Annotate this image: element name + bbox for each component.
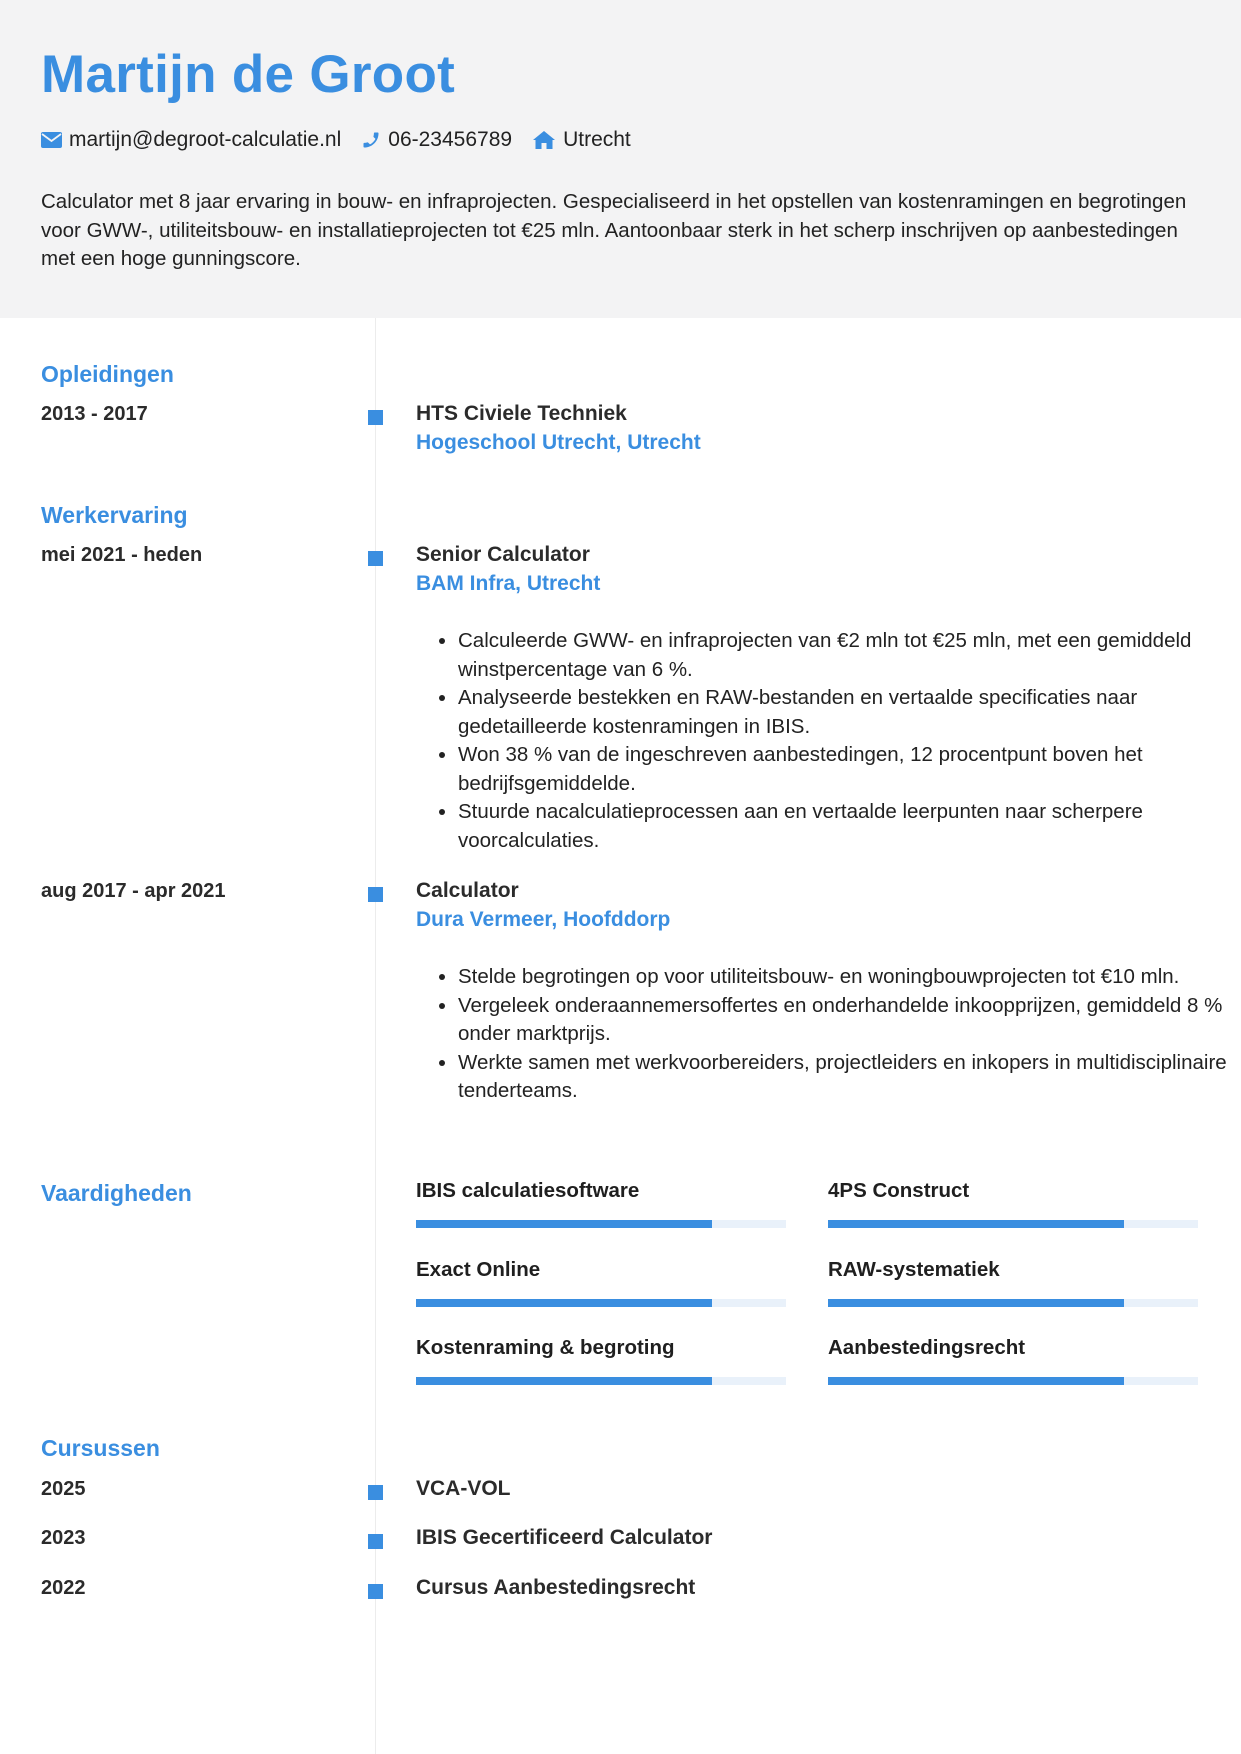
list-item: • Analyseerde bestekken en RAW-bestanden en vertaalde specificaties naar gedetailleerde kostenramingen in IBIS. bbox=[458, 684, 1241, 741]
course-title: Cursus Aanbestedingsrecht bbox=[416, 1576, 696, 1599]
skill-name: Aanbestedingsrecht bbox=[828, 1336, 1026, 1359]
list-item: • Calculeerde GWW- en infraprojecten van €2 mln tot €25 mln, met een gemiddeld winstpercentage van 6 %. bbox=[458, 627, 1241, 684]
skill-item bbox=[416, 1178, 786, 1228]
section-title-experience: Werkervaring bbox=[41, 502, 188, 528]
timeline-marker bbox=[368, 551, 383, 566]
section-title-courses: Cursussen bbox=[41, 1435, 160, 1461]
phone-text: 06-23456789 bbox=[388, 128, 513, 151]
skill-item bbox=[416, 1335, 786, 1385]
course-title: IBIS Gecertificeerd Calculator bbox=[416, 1526, 713, 1549]
envelope-icon bbox=[41, 132, 62, 148]
experience-bullets bbox=[416, 627, 1241, 855]
skill-level-fill bbox=[828, 1377, 1124, 1385]
skill-level-track bbox=[828, 1299, 1198, 1307]
list-item: • Stuurde nacalculatieprocessen aan en vertaalde leerpunten naar scherpere voorcalculaties. bbox=[458, 798, 1241, 855]
skill-level-track bbox=[416, 1377, 786, 1385]
header bbox=[0, 0, 1241, 318]
section-title-skills: Vaardigheden bbox=[41, 1180, 192, 1206]
email-text: martijn@degroot-calculatie.nl bbox=[69, 128, 342, 151]
skill-level-fill bbox=[416, 1377, 712, 1385]
skill-item bbox=[828, 1257, 1198, 1307]
experience-date: aug 2017 - apr 2021 bbox=[41, 880, 226, 902]
candidate-name: Martijn de Groot bbox=[41, 45, 456, 104]
education-title: HTS Civiele Techniek bbox=[416, 402, 627, 425]
contact-phone[interactable] bbox=[361, 128, 512, 152]
experience-bullets bbox=[416, 963, 1241, 1106]
skill-level-track bbox=[828, 1220, 1198, 1228]
experience-title: Calculator bbox=[416, 879, 519, 902]
list-item: • Won 38 % van de ingeschreven aanbestedingen, 12 procentpunt boven het bedrijfsgemiddelde. bbox=[458, 741, 1241, 798]
phone-icon bbox=[361, 130, 381, 150]
skill-level-track bbox=[828, 1377, 1198, 1385]
skill-level-track bbox=[416, 1220, 786, 1228]
list-item: • Vergeleek onderaannemersoffertes en onderhandelde inkoopprijzen, gemiddeld 8 % onder marktprijs. bbox=[458, 992, 1241, 1049]
contact-email[interactable] bbox=[41, 128, 341, 152]
course-date: 2022 bbox=[41, 1577, 86, 1599]
timeline-marker bbox=[368, 1485, 383, 1500]
skill-item bbox=[828, 1335, 1198, 1385]
list-item: • Werkte samen met werkvoorbereiders, projectleiders en inkopers in multidisciplinaire tenderteams. bbox=[458, 1049, 1241, 1106]
skill-name: IBIS calculatiesoftware bbox=[416, 1179, 640, 1202]
skill-item bbox=[416, 1257, 786, 1307]
course-date: 2025 bbox=[41, 1478, 86, 1500]
education-org: Hogeschool Utrecht, Utrecht bbox=[416, 431, 701, 454]
timeline-marker bbox=[368, 1534, 383, 1549]
skill-level-fill bbox=[416, 1220, 712, 1228]
timeline-marker bbox=[368, 410, 383, 425]
skill-level-fill bbox=[828, 1220, 1124, 1228]
profile-summary: Calculator met 8 jaar ervaring in bouw- en infraprojecten. Gespecialiseerd in het opstellen van kostenramingen en begrotingen voor GWW-, utiliteitsbouw- en installatieprojecten tot €25 mln. Aantoonbaar sterk in het scherp inschrijven op aanbestedingen met een hoge gunningscore. bbox=[41, 190, 1187, 270]
skill-level-fill bbox=[416, 1299, 712, 1307]
education-date: 2013 - 2017 bbox=[41, 403, 148, 425]
city-text: Utrecht bbox=[563, 128, 631, 151]
course-title: VCA-VOL bbox=[416, 1477, 511, 1500]
course-date: 2023 bbox=[41, 1527, 86, 1549]
skill-item bbox=[828, 1178, 1198, 1228]
experience-org: BAM Infra, Utrecht bbox=[416, 572, 601, 595]
skill-name: RAW-systematiek bbox=[828, 1258, 1000, 1281]
timeline-marker bbox=[368, 887, 383, 902]
contact-row bbox=[41, 128, 651, 152]
list-item: • Stelde begrotingen op voor utiliteitsbouw- en woningbouwprojecten tot €10 mln. bbox=[458, 963, 1241, 992]
section-title-education: Opleidingen bbox=[41, 361, 174, 387]
experience-date: mei 2021 - heden bbox=[41, 544, 203, 566]
skill-name: Kostenraming & begroting bbox=[416, 1336, 675, 1359]
contact-city bbox=[532, 128, 631, 152]
skill-level-fill bbox=[828, 1299, 1124, 1307]
timeline-marker bbox=[368, 1584, 383, 1599]
experience-title: Senior Calculator bbox=[416, 543, 590, 566]
skill-name: Exact Online bbox=[416, 1258, 541, 1281]
skill-name: 4PS Construct bbox=[828, 1179, 970, 1202]
home-icon bbox=[532, 130, 556, 150]
experience-org: Dura Vermeer, Hoofddorp bbox=[416, 908, 671, 931]
skill-level-track bbox=[416, 1299, 786, 1307]
